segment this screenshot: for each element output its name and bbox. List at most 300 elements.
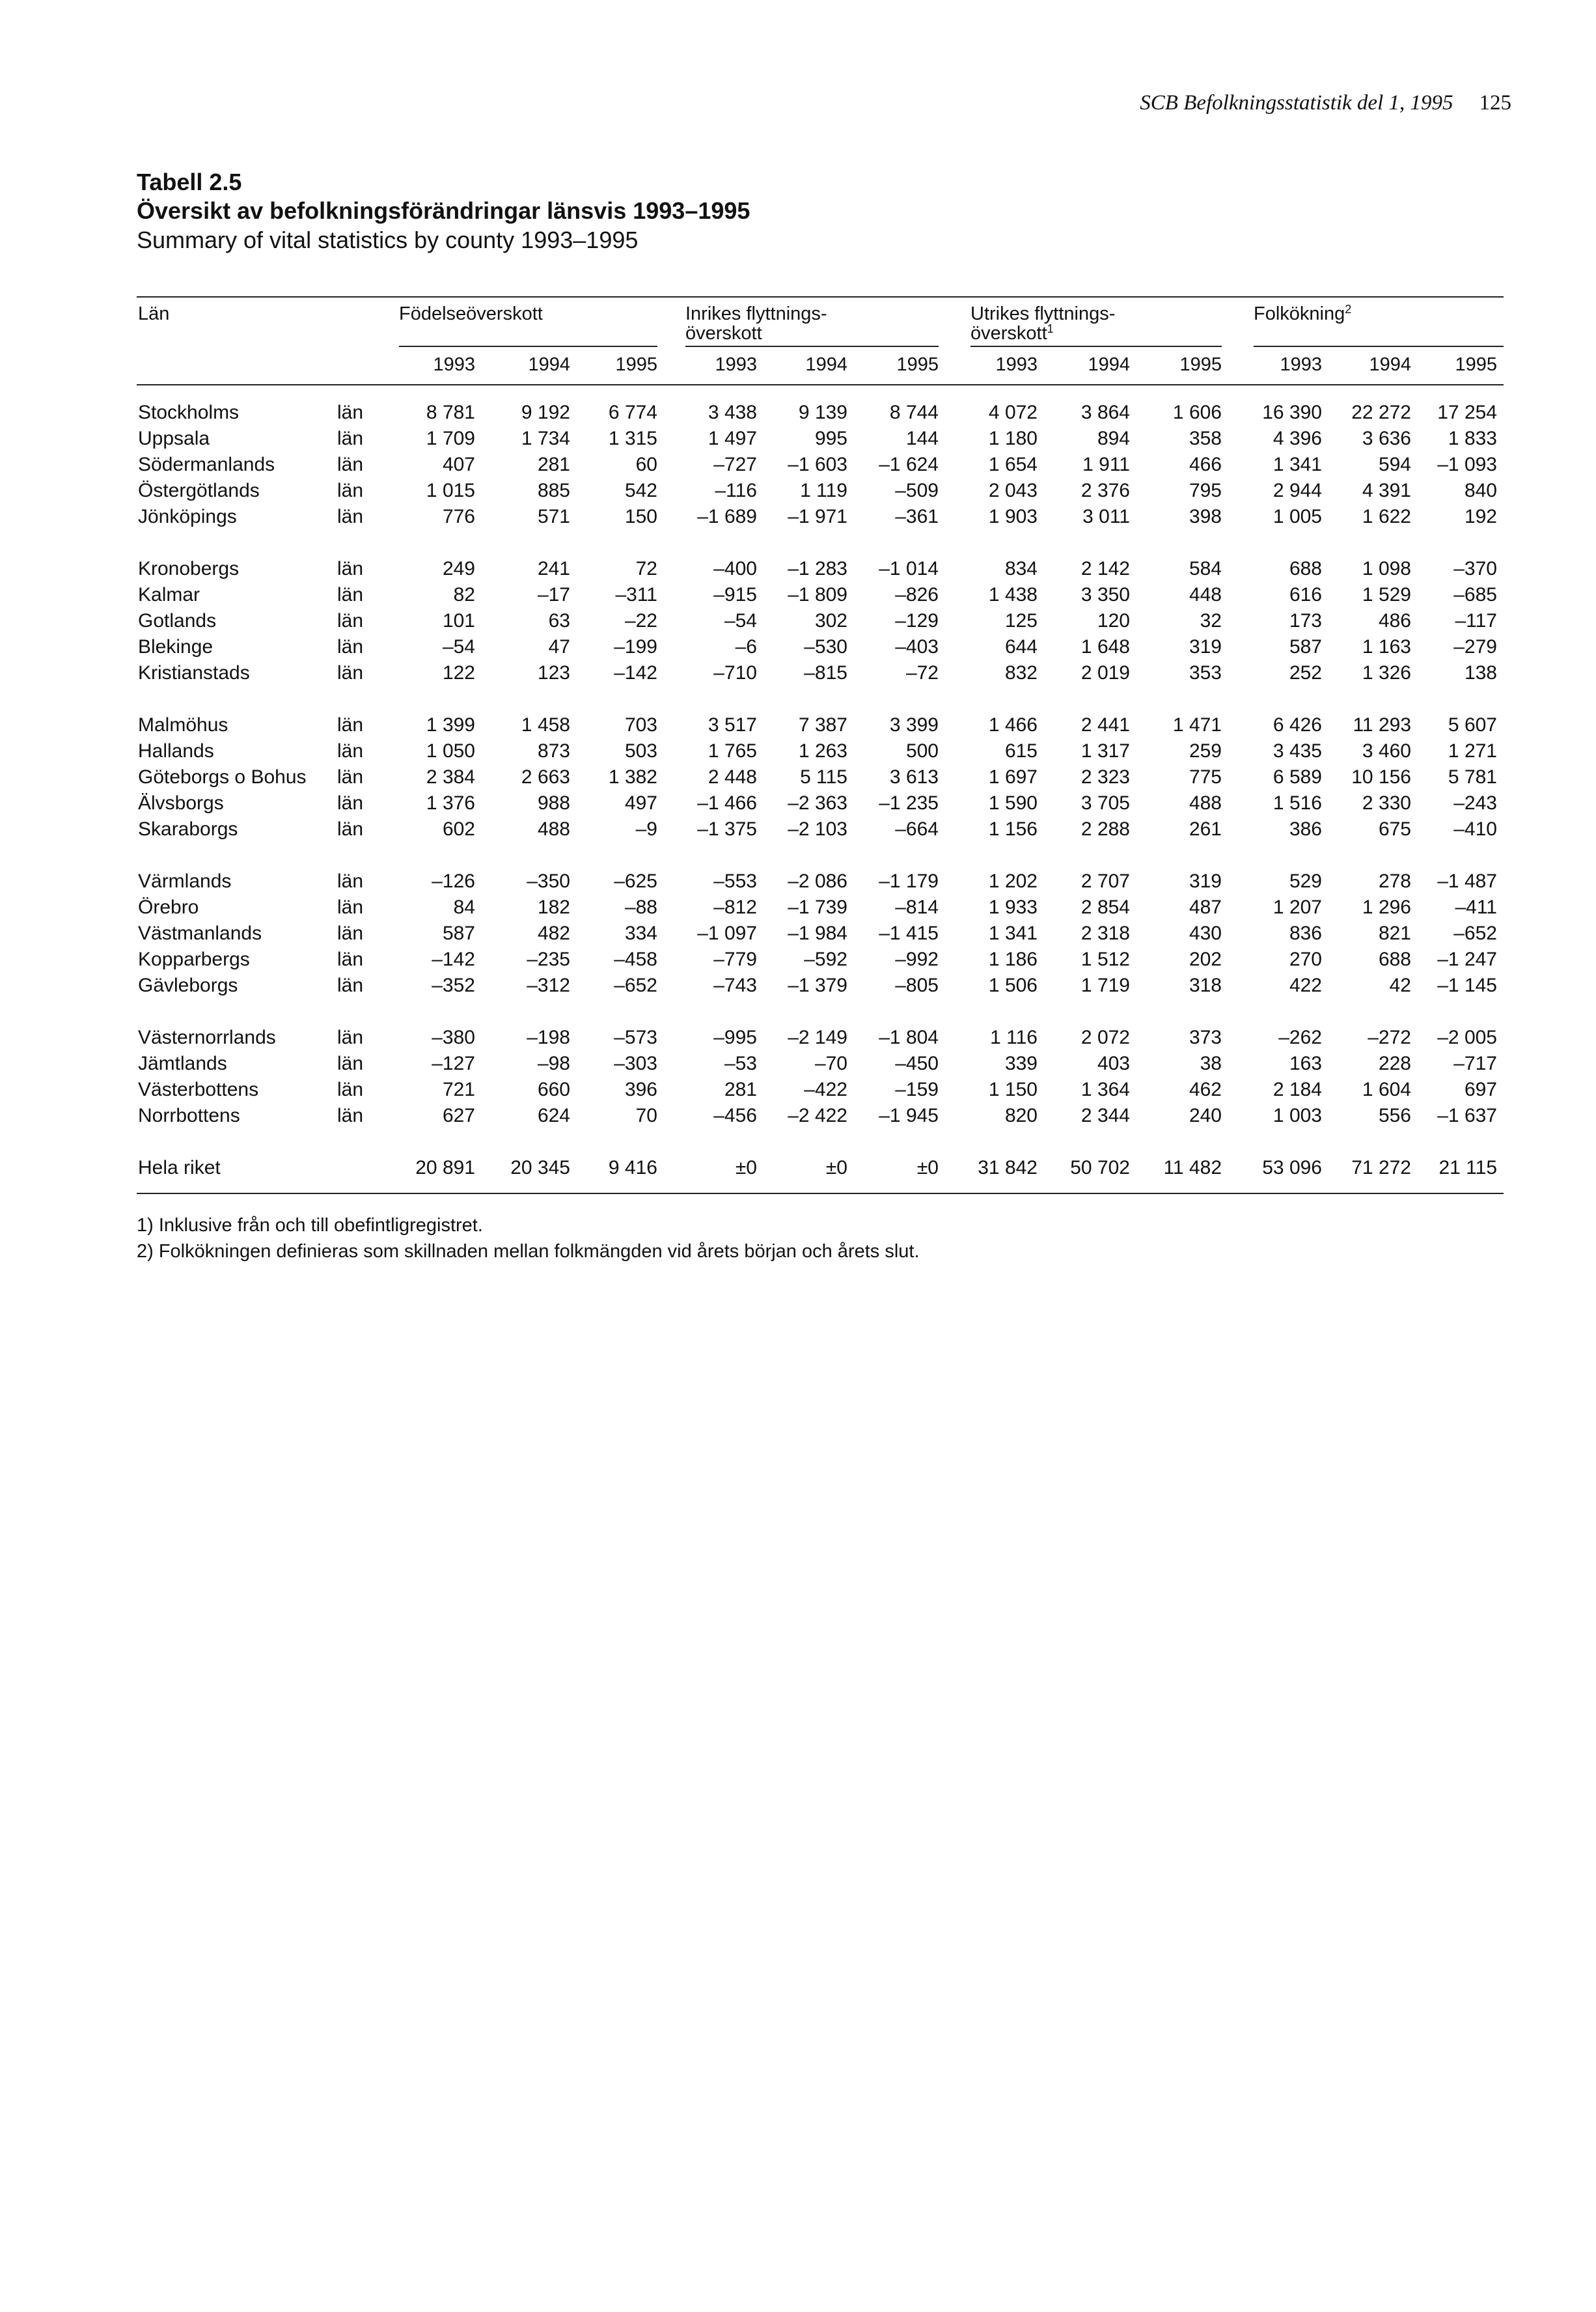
value-cell: –592 [804, 949, 847, 970]
value-cell: 688 [1378, 949, 1411, 970]
value-cell: 1 156 [988, 818, 1038, 840]
value-cell: 3 350 [1080, 584, 1130, 606]
value-cell: 894 [1097, 428, 1130, 449]
value-cell: –2 086 [788, 870, 847, 892]
value-cell: 2 072 [1080, 1027, 1130, 1048]
value-cell: –159 [895, 1079, 939, 1100]
value-cell: 1 364 [1080, 1079, 1130, 1100]
value-cell: 278 [1378, 870, 1411, 892]
value-cell: –815 [804, 662, 847, 684]
group-header-line2: överskott [970, 323, 1047, 344]
value-cell: –450 [895, 1053, 939, 1074]
value-cell: 1 903 [988, 506, 1038, 527]
value-cell: 1 590 [988, 792, 1038, 814]
value-cell: 9 192 [521, 402, 570, 423]
value-cell: 3 435 [1273, 740, 1322, 762]
value-cell: 2 441 [1080, 714, 1130, 736]
value-cell: –279 [1453, 636, 1497, 658]
value-cell: 775 [1189, 766, 1222, 788]
county-name: Älvsborgs [138, 792, 224, 814]
value-cell: 1 506 [988, 975, 1038, 996]
value-cell: 339 [1004, 1053, 1038, 1074]
value-cell: 486 [1378, 610, 1411, 632]
value-cell: –1 097 [697, 923, 757, 944]
value-cell: 386 [1289, 818, 1322, 840]
value-cell: –2 005 [1437, 1027, 1497, 1048]
group-header-line2: överskott [685, 323, 762, 344]
value-cell: –142 [614, 662, 657, 684]
county-name: Kristianstads [138, 662, 250, 684]
year-header: 1993 [433, 354, 475, 375]
lan-label: län [337, 740, 364, 762]
value-cell: 20 345 [510, 1157, 570, 1178]
value-cell: –116 [715, 480, 757, 501]
footnote-marker: 2 [1345, 303, 1352, 316]
lan-label: län [337, 818, 364, 840]
value-cell: 3 705 [1080, 792, 1130, 814]
value-cell: –1 283 [788, 558, 847, 579]
value-cell: –710 [713, 662, 757, 684]
value-cell: 3 636 [1362, 428, 1411, 449]
value-cell: 2 663 [521, 766, 570, 788]
value-cell: 1 207 [1273, 897, 1322, 918]
value-cell: 885 [537, 480, 570, 501]
footnote-1: 1) Inklusive från och till obefintligregistret. [137, 1215, 483, 1236]
value-cell: 821 [1378, 923, 1411, 944]
value-cell: 407 [442, 454, 475, 475]
value-cell: 125 [1004, 610, 1038, 632]
lan-label: län [337, 402, 364, 423]
running-head [1140, 91, 1511, 115]
lan-label: län [337, 792, 364, 814]
value-cell: 2 944 [1273, 480, 1322, 501]
value-cell: 10 156 [1351, 766, 1411, 788]
value-cell: –1 739 [788, 897, 847, 918]
year-header: 1993 [715, 354, 757, 375]
value-cell: 4 391 [1362, 480, 1411, 501]
value-cell: 840 [1464, 480, 1497, 501]
value-cell: 192 [1464, 506, 1497, 527]
value-cell: 836 [1289, 923, 1322, 944]
value-cell: 820 [1004, 1105, 1038, 1126]
value-cell: 353 [1189, 662, 1222, 684]
value-cell: 1 382 [608, 766, 657, 788]
value-cell: 1 098 [1362, 558, 1411, 579]
value-cell: –826 [895, 584, 939, 606]
year-header: 1995 [615, 354, 657, 375]
value-cell: 995 [814, 428, 847, 449]
value-cell: –235 [527, 949, 570, 970]
value-cell: –403 [895, 636, 939, 658]
value-cell: 7 387 [798, 714, 847, 736]
county-name: Värmlands [138, 870, 232, 892]
county-name: Västernorrlands [138, 1027, 276, 1048]
value-cell: –1 415 [879, 923, 939, 944]
value-cell: 1 697 [988, 766, 1038, 788]
table-title-swedish: Översikt av befolkningsförändringar länsvis 1993–1995 [137, 197, 750, 224]
value-cell: 319 [1189, 870, 1222, 892]
county-name: Hallands [138, 740, 214, 762]
value-cell: –995 [713, 1027, 757, 1048]
table-title-block [137, 168, 750, 255]
group-header-rule [399, 346, 657, 347]
value-cell: 795 [1189, 480, 1222, 501]
group-header-rule [1254, 346, 1504, 347]
value-cell: –272 [1368, 1027, 1411, 1048]
value-cell: –1 379 [788, 975, 847, 996]
value-cell: 241 [537, 558, 570, 579]
value-cell: 3 438 [708, 402, 757, 423]
value-cell: –311 [615, 584, 657, 606]
value-cell: 1 734 [521, 428, 570, 449]
value-cell: 422 [1289, 975, 1322, 996]
value-cell: 1 719 [1080, 975, 1130, 996]
value-cell: –142 [432, 949, 475, 970]
value-cell: 1 648 [1080, 636, 1130, 658]
value-cell: 182 [537, 897, 570, 918]
value-cell: –400 [713, 558, 757, 579]
value-cell: –72 [905, 662, 939, 684]
county-name: Örebro [138, 897, 199, 918]
value-cell: 47 [548, 636, 570, 658]
value-cell: 688 [1289, 558, 1322, 579]
value-cell: 5 115 [800, 766, 847, 788]
value-cell: 587 [442, 923, 475, 944]
value-cell: 281 [724, 1079, 757, 1100]
value-cell: –1 971 [788, 506, 847, 527]
value-cell: 122 [442, 662, 475, 684]
value-cell: 482 [537, 923, 570, 944]
value-cell: 584 [1189, 558, 1222, 579]
county-name: Kronobergs [138, 558, 240, 579]
value-cell: 1 606 [1172, 402, 1222, 423]
value-cell: 503 [624, 740, 657, 762]
county-name: Kalmar [138, 584, 200, 606]
table-top-rule [137, 296, 1504, 298]
value-cell: 82 [453, 584, 475, 606]
running-head-text: SCB Befolkningsstatistik del 1, 1995 [1140, 91, 1453, 115]
value-cell: 2 288 [1080, 818, 1130, 840]
value-cell: 448 [1189, 584, 1222, 606]
lan-label: län [337, 975, 364, 996]
value-cell: 1 315 [608, 428, 657, 449]
value-cell: 11 482 [1163, 1157, 1222, 1178]
group-header-line1: Utrikes flyttnings- [970, 303, 1116, 324]
value-cell: –262 [1278, 1027, 1322, 1048]
value-cell: 832 [1004, 662, 1038, 684]
value-cell: 17 254 [1437, 402, 1497, 423]
value-cell: –1 624 [879, 454, 939, 475]
group-header-1 [399, 304, 543, 324]
value-cell: –9 [635, 818, 657, 840]
value-cell: –652 [614, 975, 657, 996]
value-cell: 1 163 [1362, 636, 1411, 658]
value-cell: 3 864 [1080, 402, 1130, 423]
value-cell: –573 [614, 1027, 657, 1048]
value-cell: 834 [1004, 558, 1038, 579]
value-cell: –992 [895, 949, 939, 970]
county-name: Västerbottens [138, 1079, 259, 1100]
value-cell: 1 399 [426, 714, 475, 736]
value-cell: –422 [804, 1079, 847, 1100]
value-cell: –2 149 [788, 1027, 847, 1048]
value-cell: –727 [713, 454, 757, 475]
value-cell: 150 [624, 506, 657, 527]
lan-label: län [337, 870, 364, 892]
value-cell: –17 [537, 584, 570, 606]
value-cell: ±0 [825, 1157, 847, 1178]
value-cell: 60 [635, 454, 657, 475]
value-cell: 123 [537, 662, 570, 684]
value-cell: 1 119 [800, 480, 847, 501]
value-cell: –685 [1453, 584, 1497, 606]
value-cell: 615 [1004, 740, 1038, 762]
value-cell: 2 142 [1080, 558, 1130, 579]
value-cell: –1 466 [697, 792, 757, 814]
value-cell: 1 376 [426, 792, 475, 814]
value-cell: –22 [624, 610, 657, 632]
year-header: 1995 [1179, 354, 1222, 375]
lan-label: län [337, 454, 364, 475]
value-cell: 1 005 [1273, 506, 1322, 527]
value-cell: –312 [527, 975, 570, 996]
value-cell: 2 707 [1080, 870, 1130, 892]
value-cell: 616 [1289, 584, 1322, 606]
county-name: Östergötlands [138, 480, 260, 501]
value-cell: 1 512 [1080, 949, 1130, 970]
value-cell: 1 933 [988, 897, 1038, 918]
value-cell: –456 [713, 1105, 757, 1126]
value-cell: 624 [537, 1105, 570, 1126]
value-cell: 120 [1097, 610, 1130, 632]
year-header: 1994 [1369, 354, 1411, 375]
group-header-rule [685, 346, 939, 347]
value-cell: 1 296 [1362, 897, 1411, 918]
value-cell: –352 [432, 975, 475, 996]
lan-label: län [337, 897, 364, 918]
value-cell: –411 [1455, 897, 1497, 918]
value-cell: 3 460 [1362, 740, 1411, 762]
value-cell: 644 [1004, 636, 1038, 658]
value-cell: 721 [442, 1079, 475, 1100]
year-header: 1995 [1455, 354, 1497, 375]
value-cell: 16 390 [1262, 402, 1322, 423]
value-cell: –2 103 [788, 818, 847, 840]
value-cell: 627 [442, 1105, 475, 1126]
value-cell: 358 [1189, 428, 1222, 449]
value-cell: 403 [1097, 1053, 1130, 1074]
value-cell: 2 019 [1080, 662, 1130, 684]
lan-label: län [337, 1079, 364, 1100]
group-header-rule [970, 346, 1222, 347]
value-cell: 6 774 [608, 402, 657, 423]
value-cell: 202 [1189, 949, 1222, 970]
value-cell: 20 891 [415, 1157, 475, 1178]
county-name: Kopparbergs [138, 949, 250, 970]
value-cell: 70 [635, 1105, 657, 1126]
value-cell: 542 [624, 480, 657, 501]
value-cell: –2 422 [788, 1105, 847, 1126]
value-cell: 487 [1189, 897, 1222, 918]
group-header-3 [970, 304, 1115, 343]
value-cell: 488 [537, 818, 570, 840]
value-cell: –915 [713, 584, 757, 606]
value-cell: 500 [905, 740, 939, 762]
value-cell: 319 [1189, 636, 1222, 658]
value-cell: 32 [1200, 610, 1222, 632]
value-cell: 556 [1378, 1105, 1411, 1126]
value-cell: –1 093 [1437, 454, 1497, 475]
value-cell: 571 [537, 506, 570, 527]
value-cell: –1 945 [879, 1105, 939, 1126]
value-cell: 2 384 [426, 766, 475, 788]
value-cell: –530 [804, 636, 847, 658]
value-cell: –1 235 [879, 792, 939, 814]
value-cell: 776 [442, 506, 475, 527]
value-cell: 6 589 [1273, 766, 1322, 788]
value-cell: –1 984 [788, 923, 847, 944]
county-header: Län [138, 303, 170, 324]
lan-label: län [337, 610, 364, 632]
value-cell: ±0 [916, 1157, 939, 1178]
value-cell: 138 [1464, 662, 1497, 684]
group-header-line1: Födelseöverskott [399, 303, 543, 324]
value-cell: 1 116 [990, 1027, 1038, 1048]
value-cell: 8 781 [426, 402, 475, 423]
value-cell: 53 096 [1262, 1157, 1322, 1178]
value-cell: –1 179 [879, 870, 939, 892]
value-cell: –380 [432, 1027, 475, 1048]
value-cell: 318 [1189, 975, 1222, 996]
value-cell: –361 [895, 506, 939, 527]
value-cell: 261 [1189, 818, 1222, 840]
value-cell: –458 [614, 949, 657, 970]
value-cell: 5 607 [1448, 714, 1497, 736]
value-cell: –410 [1453, 818, 1497, 840]
value-cell: 703 [624, 714, 657, 736]
value-cell: 249 [442, 558, 475, 579]
value-cell: 2 854 [1080, 897, 1130, 918]
group-header-line1: Folkökning [1254, 303, 1345, 324]
value-cell: 2 448 [708, 766, 757, 788]
value-cell: 72 [635, 558, 657, 579]
value-cell: 396 [624, 1079, 657, 1100]
value-cell: 1 317 [1080, 740, 1130, 762]
value-cell: 1 326 [1362, 662, 1411, 684]
county-name: Gotlands [138, 610, 217, 632]
value-cell: –127 [432, 1053, 475, 1074]
value-cell: –350 [527, 870, 570, 892]
value-cell: 63 [548, 610, 570, 632]
table-number: Tabell 2.5 [137, 169, 242, 195]
value-cell: –779 [713, 949, 757, 970]
year-header: 1993 [1280, 354, 1322, 375]
value-cell: 9 139 [798, 402, 847, 423]
value-cell: 4 396 [1273, 428, 1322, 449]
value-cell: 31 842 [978, 1157, 1038, 1178]
lan-label: län [337, 584, 364, 606]
footnote-marker: 1 [1047, 322, 1054, 335]
value-cell: –1 487 [1437, 870, 1497, 892]
lan-label: län [337, 506, 364, 527]
value-cell: 3 613 [889, 766, 939, 788]
value-cell: 1 497 [708, 428, 757, 449]
value-cell: 3 517 [708, 714, 757, 736]
value-cell: 11 293 [1353, 714, 1411, 736]
value-cell: 4 072 [988, 402, 1038, 423]
footnotes [137, 1212, 920, 1264]
value-cell: 3 399 [889, 714, 939, 736]
value-cell: –743 [713, 975, 757, 996]
county-name: Stockholms [138, 402, 240, 423]
value-cell: –117 [1455, 610, 1497, 632]
value-cell: 697 [1464, 1079, 1497, 1100]
value-cell: 21 115 [1438, 1157, 1497, 1178]
value-cell: –1 689 [697, 506, 757, 527]
value-cell: 1 911 [1082, 454, 1130, 475]
value-cell: –70 [814, 1053, 847, 1074]
value-cell: 660 [537, 1079, 570, 1100]
value-cell: 2 376 [1080, 480, 1130, 501]
value-cell: –1 014 [879, 558, 939, 579]
lan-label: län [337, 1105, 364, 1126]
county-name: Norrbottens [138, 1105, 240, 1126]
county-name: Malmöhus [138, 714, 228, 736]
value-cell: –1 804 [879, 1027, 939, 1048]
group-header-2 [685, 304, 827, 343]
lan-label: län [337, 662, 364, 684]
value-cell: 6 426 [1273, 714, 1322, 736]
value-cell: –54 [724, 610, 757, 632]
value-cell: 1 516 [1273, 792, 1322, 814]
value-cell: 2 184 [1273, 1079, 1322, 1100]
value-cell: 587 [1289, 636, 1322, 658]
lan-label: län [337, 923, 364, 944]
lan-label: län [337, 636, 364, 658]
county-name: Jönköpings [138, 506, 237, 527]
value-cell: 2 330 [1362, 792, 1411, 814]
value-cell: –2 363 [788, 792, 847, 814]
footnote-2: 2) Folkökningen definieras som skillnaden mellan folkmängden vid årets början och årets slut. [137, 1241, 920, 1262]
value-cell: 144 [905, 428, 939, 449]
lan-label: län [337, 766, 364, 788]
value-cell: 302 [814, 610, 847, 632]
county-name: Skaraborgs [138, 818, 238, 840]
value-cell: 1 529 [1362, 584, 1411, 606]
value-cell: –98 [537, 1053, 570, 1074]
value-cell: –199 [614, 636, 657, 658]
value-cell: –625 [614, 870, 657, 892]
value-cell: 38 [1200, 1053, 1222, 1074]
value-cell: 398 [1189, 506, 1222, 527]
value-cell: –717 [1453, 1053, 1497, 1074]
value-cell: 602 [442, 818, 475, 840]
value-cell: 1 263 [798, 740, 847, 762]
value-cell: 3 011 [1082, 506, 1130, 527]
value-cell: –812 [713, 897, 757, 918]
value-cell: 1 709 [426, 428, 475, 449]
value-cell: 873 [537, 740, 570, 762]
value-cell: 2 323 [1080, 766, 1130, 788]
county-name: Gävleborgs [138, 975, 238, 996]
value-cell: 466 [1189, 454, 1222, 475]
value-cell: 163 [1289, 1053, 1322, 1074]
lan-label: län [337, 949, 364, 970]
county-name: Västmanlands [138, 923, 262, 944]
lan-label: län [337, 1027, 364, 1048]
value-cell: 1 180 [988, 428, 1038, 449]
value-cell: –243 [1453, 792, 1497, 814]
